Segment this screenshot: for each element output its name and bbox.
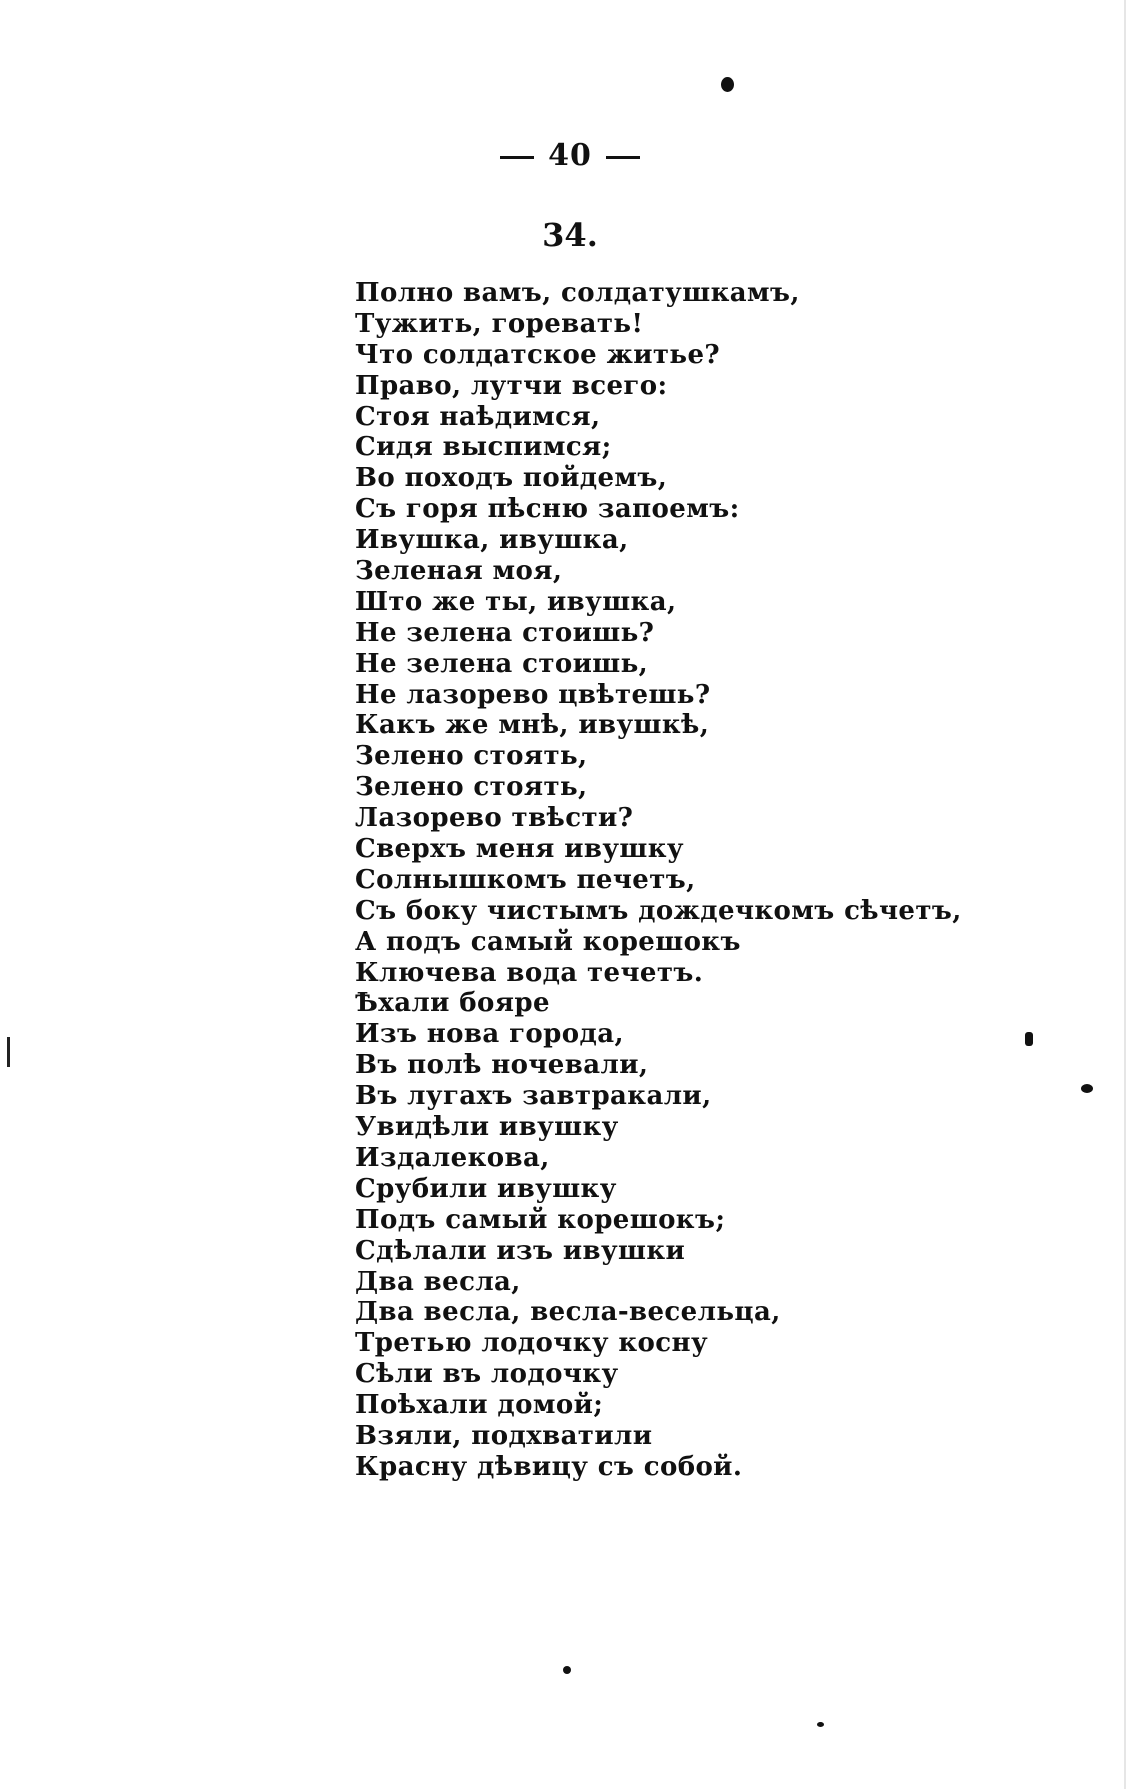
- verse-line: Поѣхали домой;: [355, 1390, 604, 1421]
- page-number-value: 40: [548, 138, 592, 173]
- verse-line: Зелено стоять,: [355, 741, 588, 772]
- verse-line: Ивушка, ивушка,: [355, 525, 629, 556]
- verse-line: Ключева вода течетъ.: [355, 957, 704, 988]
- verse-line: Какъ же мнѣ, ивушкѣ,: [355, 710, 710, 741]
- verse-line: А подъ самый корешокъ: [355, 926, 741, 957]
- verse-line: Въ полѣ ночевали,: [355, 1050, 649, 1081]
- verse-line: Во походъ пойдемъ,: [355, 463, 668, 494]
- verse-line: Сидя выспимся;: [355, 432, 612, 463]
- verse-line: Издалекова,: [355, 1142, 550, 1173]
- dash-right: [606, 156, 640, 159]
- verse-line: Съ боку чистымъ дождечкомъ сѣчетъ,: [355, 895, 962, 926]
- verse-line: Взяли, подхватили: [355, 1420, 653, 1451]
- song-number: 34.: [542, 216, 598, 254]
- ink-speck: [721, 77, 734, 92]
- ink-speck: [563, 1666, 571, 1674]
- verse-line: Полно вамъ, солдатушкамъ,: [355, 278, 800, 308]
- verse-line: Солнышкомъ печетъ,: [355, 864, 696, 895]
- verse-line: Сдѣлали изъ ивушки: [355, 1235, 686, 1266]
- edge-mark: [7, 1037, 10, 1067]
- verse-line: Сѣли въ лодочку: [355, 1359, 619, 1390]
- verse-line: Съ горя пѣсню запоемъ:: [355, 494, 740, 525]
- verse-line: Што же ты, ивушка,: [355, 586, 677, 617]
- verse-line: Два весла,: [355, 1266, 521, 1297]
- verse-line: Увидѣли ивушку: [355, 1112, 619, 1143]
- ink-speck: [817, 1722, 824, 1727]
- verse-line: Красну дѣвицу съ собой.: [355, 1451, 743, 1482]
- song-verse: [355, 278, 1095, 1483]
- verse-line: Не зелена стоишь,: [355, 648, 649, 679]
- verse-line: Не лазорево цвѣтешь?: [355, 679, 711, 710]
- verse-line: Зелено стоять,: [355, 772, 588, 803]
- verse-line: Подъ самый корешокъ;: [355, 1204, 726, 1235]
- verse-line: Сверхъ меня ивушку: [355, 834, 684, 865]
- edge-mark: [1124, 0, 1126, 1789]
- verse-line: Въ лугахъ завтракали,: [355, 1081, 712, 1112]
- verse-line: Лазорево твѣсти?: [355, 803, 634, 834]
- verse-line: Что солдатское житье?: [355, 339, 721, 370]
- verse-line: Изъ нова города,: [355, 1019, 624, 1050]
- verse-line: Право, лутчи всего:: [355, 370, 668, 401]
- verse-line: Ѣхали бояре: [355, 988, 550, 1019]
- verse-line: Два весла, весла-весельца,: [355, 1297, 781, 1328]
- verse-line: Тужить, горевать!: [355, 308, 644, 339]
- verse-line: Срубили ивушку: [355, 1173, 617, 1204]
- verse-line: Стоя наѣдимся,: [355, 401, 601, 432]
- verse-line: Третью лодочку косну: [355, 1328, 709, 1359]
- dash-left: [500, 156, 534, 159]
- verse-line: Зеленая моя,: [355, 556, 563, 587]
- page-number: [0, 138, 1140, 173]
- verse-line: Не зелена стоишь?: [355, 617, 655, 648]
